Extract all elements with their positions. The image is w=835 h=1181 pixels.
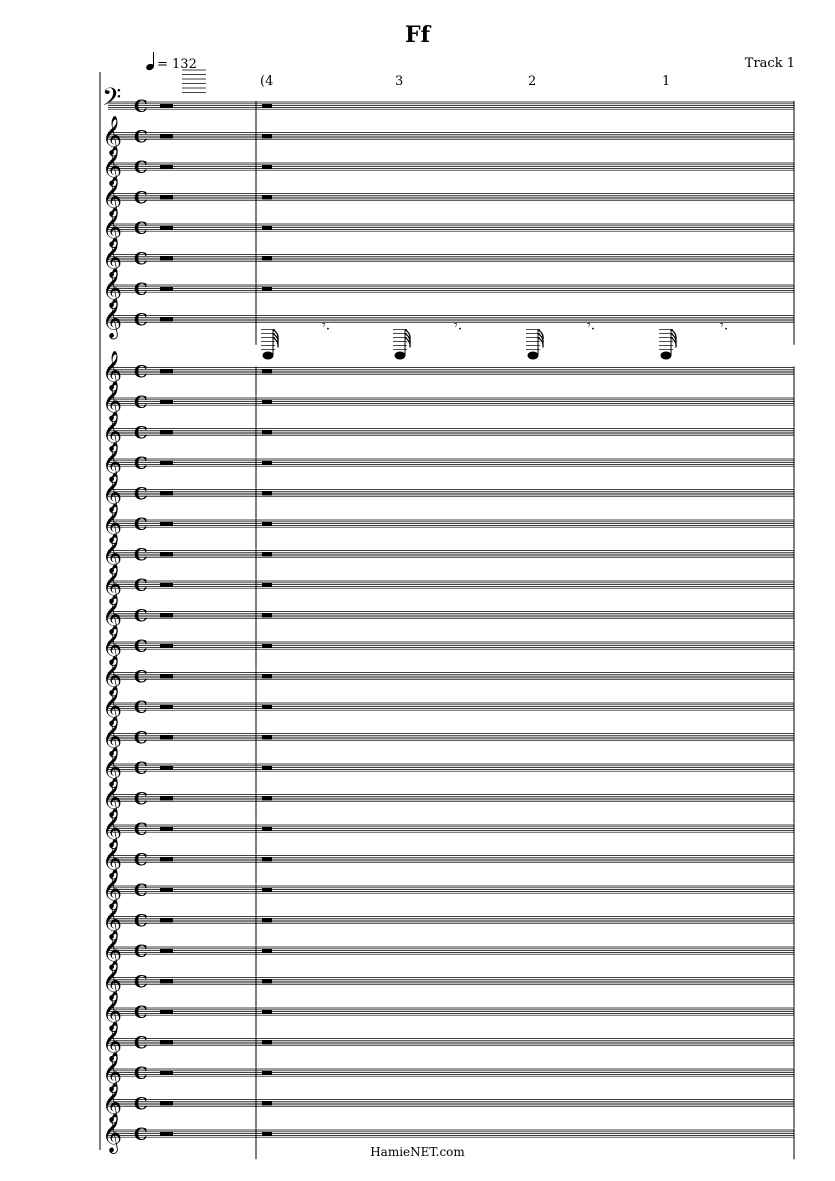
whole-rest (160, 614, 173, 618)
whole-rest (262, 1071, 272, 1075)
whole-rest (160, 1071, 173, 1075)
whole-rest (160, 858, 173, 862)
time-signature: C (134, 310, 148, 331)
treble-clef-icon: 𝄞 (102, 564, 123, 604)
staff (108, 1130, 794, 1137)
time-signature: C (134, 728, 148, 749)
score-title: Ff (404, 22, 431, 48)
treble-clef-icon: 𝄞 (102, 991, 123, 1031)
whole-rest (160, 827, 173, 831)
treble-clef-icon: 𝄞 (102, 838, 123, 879)
time-signature: C (134, 606, 148, 627)
whole-rest (262, 1102, 272, 1106)
whole-rest (262, 492, 272, 496)
time-signature: C (134, 820, 148, 840)
staff (108, 368, 794, 375)
treble-clef-icon: 𝄞 (102, 716, 123, 757)
treble-clef-icon: 𝄞 (102, 594, 123, 635)
staff (108, 612, 794, 619)
whole-rest (262, 226, 272, 230)
treble-clef-icon: 𝄞 (102, 472, 123, 513)
whole-rest (160, 583, 173, 587)
staff (108, 1008, 794, 1015)
staff (108, 1069, 794, 1076)
whole-rest (160, 287, 173, 291)
count-label-4: 1 (662, 74, 671, 89)
time-signature: C (134, 423, 148, 444)
whole-rest (160, 644, 173, 648)
treble-clef-icon: 𝄞 (102, 381, 123, 421)
whole-rest (160, 165, 173, 169)
treble-clef-icon: 𝄞 (102, 899, 123, 940)
time-signature: C (134, 911, 148, 932)
staff (108, 1100, 794, 1107)
treble-clef-icon: 𝄞 (102, 686, 123, 726)
whole-rest (262, 736, 272, 740)
treble-clef-icon: 𝄞 (102, 176, 123, 217)
treble-clef-icon: 𝄞 (102, 533, 123, 574)
staff (108, 947, 794, 954)
eighth-rest: 𝄾. (322, 317, 331, 334)
bass-clef-icon: 𝄢 (102, 83, 122, 118)
whole-rest (262, 614, 272, 618)
treble-clef-icon: 𝄞 (102, 237, 123, 278)
staff (108, 551, 794, 558)
whole-rest (262, 522, 272, 526)
whole-rest (262, 797, 272, 801)
whole-rest (160, 919, 173, 923)
whole-rest (262, 919, 272, 923)
whole-rest (160, 461, 173, 465)
whole-rest (262, 858, 272, 862)
staff (108, 795, 794, 802)
tempo-value: = 132 (157, 57, 197, 72)
staff (108, 429, 794, 436)
staff (108, 398, 794, 405)
treble-clef-icon: 𝄞 (102, 442, 123, 482)
treble-clef-icon: 𝄞 (102, 869, 123, 909)
time-signature: C (134, 850, 148, 871)
whole-rest (160, 1102, 173, 1106)
whole-rest (160, 675, 173, 679)
footer-credit: HamieNET.com (370, 1145, 465, 1159)
whole-rest (262, 400, 272, 404)
time-signature: C (134, 188, 148, 209)
whole-rest (160, 318, 173, 322)
staff (108, 255, 794, 262)
whole-rest (262, 949, 272, 953)
whole-rest (160, 980, 173, 984)
treble-clef-icon: 𝄞 (102, 115, 123, 156)
treble-clef-icon: 𝄞 (102, 503, 123, 543)
treble-clef-icon: 𝄞 (102, 146, 123, 186)
time-signature: C (134, 1064, 148, 1084)
whole-rest (160, 888, 173, 892)
count-label-1: (4 (260, 74, 274, 89)
note-head (395, 352, 406, 360)
whole-rest (262, 675, 272, 679)
whole-rest (262, 705, 272, 709)
treble-clef-icon: 𝄞 (102, 1082, 123, 1123)
whole-rest (160, 104, 173, 108)
time-signature: C (134, 942, 148, 962)
staff (108, 285, 794, 292)
time-signature: C (134, 1003, 148, 1023)
time-signature: C (134, 249, 148, 270)
whole-rest (160, 400, 173, 404)
whole-rest (160, 553, 173, 557)
treble-clef-icon: 𝄞 (102, 808, 123, 848)
staff (108, 825, 794, 832)
staff (108, 734, 794, 741)
staff (108, 224, 794, 231)
staff (108, 1039, 794, 1046)
time-signature: C (134, 158, 148, 178)
time-signature: C (134, 484, 148, 505)
staff (108, 886, 794, 893)
whole-rest (262, 1132, 272, 1136)
whole-rest (160, 736, 173, 740)
whole-rest (262, 257, 272, 261)
time-signature: C (134, 1094, 148, 1115)
whole-rest (262, 827, 272, 831)
treble-clef-icon: 𝄞 (102, 777, 123, 818)
staff (108, 102, 794, 109)
staff (108, 978, 794, 985)
whole-rest (262, 1041, 272, 1045)
treble-clef-icon: 𝄞 (102, 655, 123, 696)
time-signature: C (134, 393, 148, 413)
whole-rest (160, 766, 173, 770)
whole-rest (160, 431, 173, 435)
treble-clef-icon: 𝄞 (102, 1021, 123, 1062)
time-signature: C (134, 127, 148, 148)
eighth-rest: 𝄾. (454, 317, 463, 334)
time-signature: C (134, 280, 148, 300)
treble-clef-icon: 𝄞 (102, 350, 123, 391)
staff (108, 856, 794, 863)
staff (108, 703, 794, 710)
time-signature: C (134, 545, 148, 566)
treble-clef-icon: 𝄞 (102, 1052, 123, 1092)
whole-rest (262, 370, 272, 374)
count-label-3: 2 (528, 74, 537, 89)
whole-rest (160, 797, 173, 801)
staff (108, 642, 794, 649)
whole-rest (160, 226, 173, 230)
staff (108, 673, 794, 680)
whole-rest (262, 196, 272, 200)
count-label-2: 3 (395, 74, 404, 89)
whole-rest (160, 949, 173, 953)
whole-rest (262, 287, 272, 291)
treble-clef-icon: 𝄞 (102, 411, 123, 452)
staff (108, 581, 794, 588)
whole-rest (160, 135, 173, 139)
whole-rest (262, 644, 272, 648)
treble-clef-icon: 𝄞 (102, 747, 123, 787)
time-signature: C (134, 219, 148, 239)
whole-rest (262, 980, 272, 984)
whole-rest (160, 1041, 173, 1045)
time-signature: C (134, 698, 148, 718)
whole-rest (160, 196, 173, 200)
note-head (263, 352, 274, 360)
staff (108, 459, 794, 466)
staff (108, 520, 794, 527)
whole-rest (262, 431, 272, 435)
time-signature: C (134, 637, 148, 657)
whole-rest (262, 888, 272, 892)
whole-rest (160, 492, 173, 496)
time-signature: C (134, 972, 148, 993)
treble-clef-icon: 𝄞 (102, 625, 123, 665)
staff (108, 917, 794, 924)
staff (108, 316, 794, 323)
whole-rest (262, 583, 272, 587)
note-head (528, 352, 539, 360)
track-label: Track 1 (744, 56, 795, 71)
treble-clef-icon: 𝄞 (102, 268, 123, 308)
whole-rest (160, 370, 173, 374)
whole-rest (262, 766, 272, 770)
whole-rest (262, 461, 272, 465)
time-signature: C (134, 789, 148, 810)
staff (108, 133, 794, 140)
whole-rest (160, 522, 173, 526)
staff (108, 764, 794, 771)
time-signature: C (134, 667, 148, 688)
whole-rest (160, 257, 173, 261)
time-signature: C (134, 362, 148, 383)
whole-rest (262, 1010, 272, 1014)
whole-rest (160, 705, 173, 709)
whole-rest (262, 104, 272, 108)
whole-rest (262, 135, 272, 139)
time-signature: C (134, 454, 148, 474)
whole-rest (262, 165, 272, 169)
eighth-rest: 𝄾. (720, 317, 729, 334)
staff (108, 194, 794, 201)
treble-clef-icon: 𝄞 (102, 960, 123, 1001)
time-signature: C (134, 515, 148, 535)
time-signature: C (134, 97, 148, 117)
treble-clef-icon: 𝄞 (102, 298, 123, 339)
treble-clef-icon: 𝄞 (102, 1113, 123, 1153)
staff (108, 490, 794, 497)
whole-rest (262, 553, 272, 557)
eighth-rest: 𝄾. (587, 317, 596, 334)
staff (108, 163, 794, 170)
time-signature: C (134, 881, 148, 901)
note-head (661, 352, 672, 360)
time-signature: C (134, 759, 148, 779)
whole-rest (160, 1132, 173, 1136)
treble-clef-icon: 𝄞 (102, 930, 123, 970)
time-signature: C (134, 1125, 148, 1145)
treble-clef-icon: 𝄞 (102, 207, 123, 247)
time-signature: C (134, 576, 148, 596)
time-signature: C (134, 1033, 148, 1054)
whole-rest (160, 1010, 173, 1014)
